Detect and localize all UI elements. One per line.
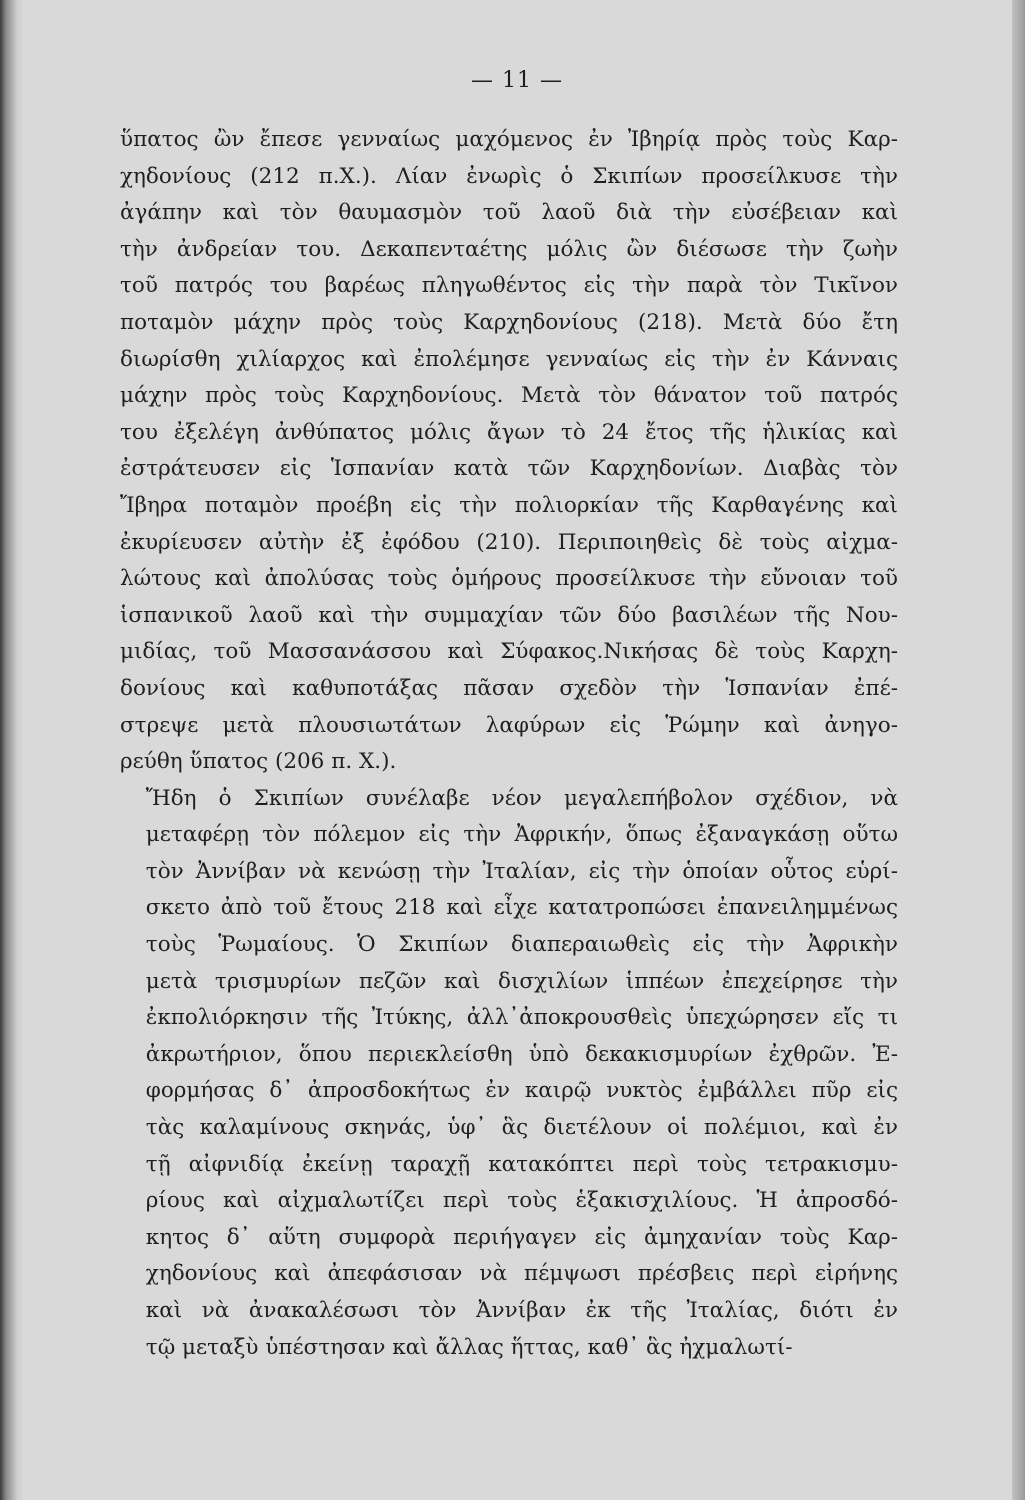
paragraph-1: [120, 122, 898, 781]
text-line: τὰς καλαμίνους σκηνάς, ὑφ᾿ ἃς διετέλουν οἱ πολέμιοι, καὶ ἐν: [145, 1115, 898, 1141]
text-line: ἀκρωτήριον, ὅπου περιεκλείσθη ὑπὸ δεκακισμυρίων ἐχθρῶν. Ἐ-: [145, 1041, 898, 1067]
text-line: στρεψε μετὰ πλουσιωτάτων λαφύρων εἰς Ῥώμην καὶ ἀνηγο-: [120, 712, 898, 738]
text-line: ἐκπολιόρκησιν τῆς Ἰτύκης, ἀλλ᾿ἀποκρουσθεὶς ὑπεχώρησεν εἴς τι: [145, 1005, 898, 1031]
text-line: τῷ μεταξὺ ὑπέστησαν καὶ ἄλλας ἥττας, καθ᾿ ἃς ἠχμαλωτί-: [145, 1334, 793, 1360]
text-line: καὶ νὰ ἀνακαλέσωσι τὸν Ἀννίβαν ἐκ τῆς Ἰταλίας, διότι ἐν: [145, 1298, 898, 1323]
text-line: κητος δ᾿ αὕτη συμφορὰ περιήγαγεν εἰς ἀμηχανίαν τοὺς Καρ-: [145, 1224, 898, 1250]
text-line: ἱσπανικοῦ λαοῦ καὶ τὴν συμμαχίαν τῶν δύο βασιλέων τῆς Νου-: [120, 602, 898, 628]
text-line: τῇ αἰφνιδίᾳ ἐκείνῃ ταραχῇ κατακόπτει περὶ τοὺς τετρακισμυ-: [145, 1151, 898, 1177]
text-line: σκετο ἀπὸ τοῦ ἔτους 218 καὶ εἶχε κατατροπώσει ἐπανειλημμένως: [145, 895, 898, 921]
page-number: — 11 —: [471, 68, 563, 93]
text-line: ἀγάπην καὶ τὸν θαυμασμὸν τοῦ λαοῦ διὰ τὴν εὐσέβειαν καὶ: [120, 200, 898, 226]
text-line: ἐκυρίευσεν αὐτὴν ἐξ ἐφόδου (210). Περιποιηθεὶς δὲ τοὺς αἰχμα-: [120, 529, 898, 555]
text-line: χηδονίους (212 π.Χ.). Λίαν ἐνωρὶς ὁ Σκιπίων προσείλκυσε τὴν: [120, 163, 898, 189]
text-line: του ἐξελέγη ἀνθύπατος μόλις ἄγων τὸ 24 ἔτος τῆς ἡλικίας καὶ: [120, 419, 898, 445]
text-line: μιδίας, τοῦ Μασσανάσσου καὶ Σύφακος.Νικήσας δὲ τοὺς Καρχη-: [120, 639, 898, 665]
body-text: [120, 122, 898, 1366]
text-line: τοῦ πατρός του βαρέως πληγωθέντος εἰς τὴν παρὰ τὸν Τικῖνον: [120, 273, 898, 299]
text-line: Ἤδη ὁ Σκιπίων συνέλαβε νέον μεγαλεπήβολον σχέδιον, νὰ: [145, 785, 898, 811]
text-line: δονίους καὶ καθυποτάξας πᾶσαν σχεδὸν τὴν Ἱσπανίαν ἐπέ-: [120, 675, 898, 701]
paragraph-2: [120, 781, 898, 1367]
text-line: τοὺς Ῥωμαίους. Ὁ Σκιπίων διαπεραιωθεὶς εἰς τὴν Ἀφρικὴν: [145, 932, 898, 958]
text-line: μάχην πρὸς τοὺς Καρχηδονίους. Μετὰ τὸν θάνατον τοῦ πατρός: [120, 383, 898, 409]
text-line: ὕπατος ὢν ἔπεσε γενναίως μαχόμενος ἐν Ἰβηρίᾳ πρὸς τοὺς Καρ-: [120, 127, 898, 152]
text-line: φορμήσας δ᾿ ἀπροσδοκήτως ἐν καιρῷ νυκτὸς ἐμβάλλει πῦρ εἰς: [145, 1078, 898, 1104]
text-line: ποταμὸν μάχην πρὸς τοὺς Καρχηδονίους (218). Μετὰ δύο ἔτη: [120, 309, 898, 335]
text-line: τὸν Ἀννίβαν νὰ κενώσῃ τὴν Ἰταλίαν, εἰς τὴν ὁποίαν οὗτος εὑρί-: [145, 858, 898, 884]
text-line: Ἴβηρα ποταμὸν προέβη εἰς τὴν πολιορκίαν τῆς Καρθαγένης καὶ: [120, 492, 898, 518]
text-line: μετὰ τρισμυρίων πεζῶν καὶ δισχιλίων ἱππέων ἐπεχείρησε τὴν: [145, 968, 898, 994]
text-line: διωρίσθη χιλίαρχος καὶ ἐπολέμησε γενναίως εἰς τὴν ἐν Κάνναις: [120, 346, 898, 372]
text-line: ρίους καὶ αἰχμαλωτίζει περὶ τοὺς ἑξακισχιλίους. Ἡ ἀπροσδό-: [145, 1188, 898, 1214]
text-line: λώτους καὶ ἀπολύσας τοὺς ὁμήρους προσείλκυσε τὴν εὔνοιαν τοῦ: [120, 566, 898, 592]
text-line: μεταφέρῃ τὸν πόλεμον εἰς τὴν Ἀφρικήν, ὅπως ἐξαναγκάσῃ οὕτω: [145, 822, 898, 848]
book-page: [22, 0, 1012, 1500]
text-line: χηδονίους καὶ ἀπεφάσισαν νὰ πέμψωσι πρέσβεις περὶ εἰρήνης: [145, 1261, 898, 1287]
text-line: ρεύθη ὕπατος (206 π. Χ.).: [120, 749, 397, 775]
text-line: ἐστράτευσεν εἰς Ἱσπανίαν κατὰ τῶν Καρχηδονίων. Διαβὰς τὸν: [120, 456, 898, 482]
text-line: τὴν ἀνδρείαν του. Δεκαπενταέτης μόλις ὢν διέσωσε τὴν ζωὴν: [120, 236, 898, 262]
